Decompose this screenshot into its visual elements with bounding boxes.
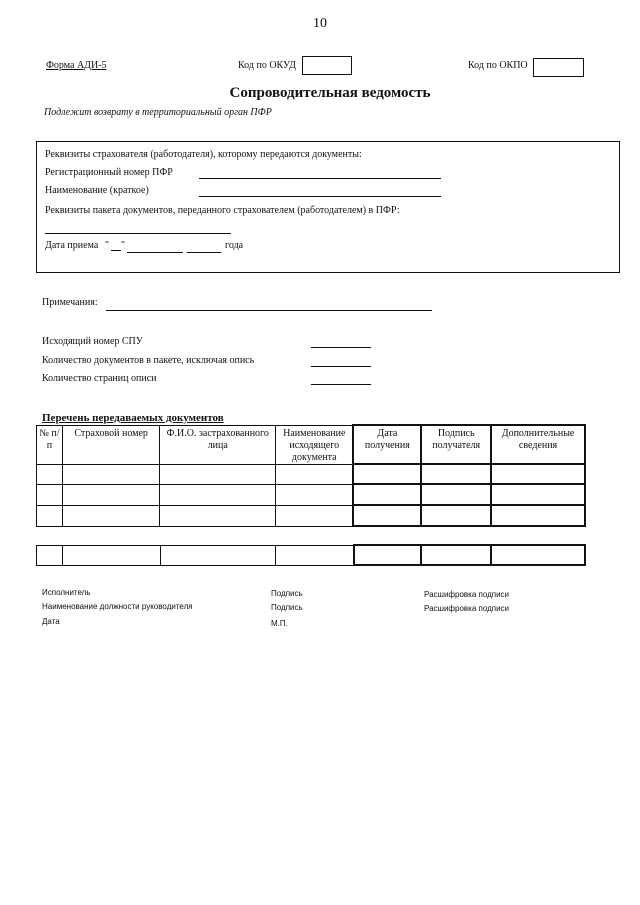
package-heading: Реквизиты пакета документов, переданного страхователем (работодателем) в ПФР: bbox=[45, 205, 400, 216]
table-cell[interactable] bbox=[37, 484, 63, 505]
head-position-label: Наименование должности руководителя bbox=[42, 602, 193, 611]
date-quote-close: " bbox=[121, 240, 126, 251]
stamp-label: М.П. bbox=[271, 619, 288, 628]
documents-table bbox=[36, 424, 586, 527]
signature-label-2: Подпись bbox=[271, 603, 303, 612]
table-cell[interactable] bbox=[276, 484, 354, 505]
document-title: Сопроводительная ведомость bbox=[229, 85, 431, 101]
okpo-label: Код по ОКПО bbox=[468, 60, 528, 71]
table-cell[interactable] bbox=[62, 505, 160, 526]
okud-code-field[interactable] bbox=[302, 56, 352, 75]
table-row bbox=[37, 464, 586, 484]
column-header-recipient-signature: Подпись получателя bbox=[421, 425, 491, 464]
executor-label: Исполнитель bbox=[42, 588, 91, 597]
page-number: 10 bbox=[313, 16, 327, 31]
short-name-field[interactable] bbox=[199, 196, 441, 197]
column-header-full-name: Ф.И.О. застрахованного лица bbox=[160, 425, 276, 464]
table-cell[interactable] bbox=[491, 484, 585, 505]
documents-table-last-row bbox=[36, 544, 586, 566]
date-quote-open: " bbox=[105, 240, 110, 251]
column-header-document-name: Наименование исходящего документа bbox=[276, 425, 354, 464]
date-label: Дата bbox=[42, 617, 60, 626]
reg-number-field[interactable] bbox=[199, 178, 441, 179]
table-cell[interactable] bbox=[491, 545, 585, 565]
table-cell[interactable] bbox=[354, 545, 422, 565]
table-row bbox=[37, 545, 586, 565]
package-requisites-field[interactable] bbox=[45, 233, 231, 234]
receipt-date-label: Дата приема bbox=[45, 240, 99, 251]
form-name: Форма АДИ-5 bbox=[46, 60, 107, 71]
table-cell[interactable] bbox=[62, 545, 160, 565]
insurer-requisites-block bbox=[36, 141, 620, 273]
okud-label: Код по ОКУД bbox=[238, 60, 296, 71]
table-cell[interactable] bbox=[37, 505, 63, 526]
receipt-day-field[interactable] bbox=[111, 250, 121, 251]
table-cell[interactable] bbox=[421, 484, 491, 505]
notes-label: Примечания: bbox=[42, 297, 98, 308]
notes-field[interactable] bbox=[106, 310, 432, 311]
doc-count-field[interactable] bbox=[311, 366, 371, 367]
document-subtitle: Подлежит возврату в территориальный орган ПФР bbox=[44, 107, 272, 118]
table-cell[interactable] bbox=[276, 505, 354, 526]
table-cell[interactable] bbox=[276, 464, 354, 484]
outgoing-spu-label: Исходящий номер СПУ bbox=[42, 336, 143, 347]
column-header-number: № п/п bbox=[37, 425, 63, 464]
table-cell[interactable] bbox=[421, 505, 491, 526]
table-cell[interactable] bbox=[353, 484, 421, 505]
insurer-heading: Реквизиты страхователя (работодателя), которому передаются документы: bbox=[45, 149, 362, 160]
docs-table-title: Перечень передаваемых документов bbox=[42, 412, 224, 424]
page-count-label: Количество страниц описи bbox=[42, 373, 157, 384]
table-cell[interactable] bbox=[491, 464, 585, 484]
table-row bbox=[37, 484, 586, 505]
table-row bbox=[37, 505, 586, 526]
table-cell[interactable] bbox=[37, 545, 63, 565]
table-cell[interactable] bbox=[160, 505, 276, 526]
table-cell[interactable] bbox=[421, 545, 491, 565]
short-name-label: Наименование (краткое) bbox=[45, 185, 149, 196]
table-cell[interactable] bbox=[160, 464, 276, 484]
year-label: года bbox=[225, 240, 244, 251]
column-header-additional-info: Дополнительные сведения bbox=[491, 425, 585, 464]
signature-decoding-label-2: Расшифровка подписи bbox=[424, 604, 510, 613]
signature-label-1: Подпись bbox=[271, 589, 303, 598]
receipt-month-field[interactable] bbox=[127, 252, 183, 253]
table-cell[interactable] bbox=[62, 484, 160, 505]
table-cell[interactable] bbox=[160, 484, 276, 505]
table-cell[interactable] bbox=[62, 464, 160, 484]
outgoing-spu-field[interactable] bbox=[311, 347, 371, 348]
table-cell[interactable] bbox=[160, 545, 276, 565]
table-cell[interactable] bbox=[37, 464, 63, 484]
table-cell[interactable] bbox=[491, 505, 585, 526]
page-count-field[interactable] bbox=[311, 384, 371, 385]
column-header-receipt-date: Дата получения bbox=[353, 425, 421, 464]
column-header-insurance-number: Страховой номер bbox=[62, 425, 160, 464]
doc-count-label: Количество документов в пакете, исключая опись bbox=[42, 355, 255, 366]
table-header-row bbox=[37, 425, 586, 464]
table-cell[interactable] bbox=[421, 464, 491, 484]
okpo-code-field[interactable] bbox=[533, 58, 584, 77]
reg-number-label: Регистрационный номер ПФР bbox=[45, 167, 173, 178]
signature-decoding-label-1: Расшифровка подписи bbox=[424, 590, 510, 599]
table-cell[interactable] bbox=[353, 505, 421, 526]
table-cell[interactable] bbox=[353, 464, 421, 484]
table-cell[interactable] bbox=[276, 545, 354, 565]
receipt-year-field[interactable] bbox=[187, 252, 221, 253]
